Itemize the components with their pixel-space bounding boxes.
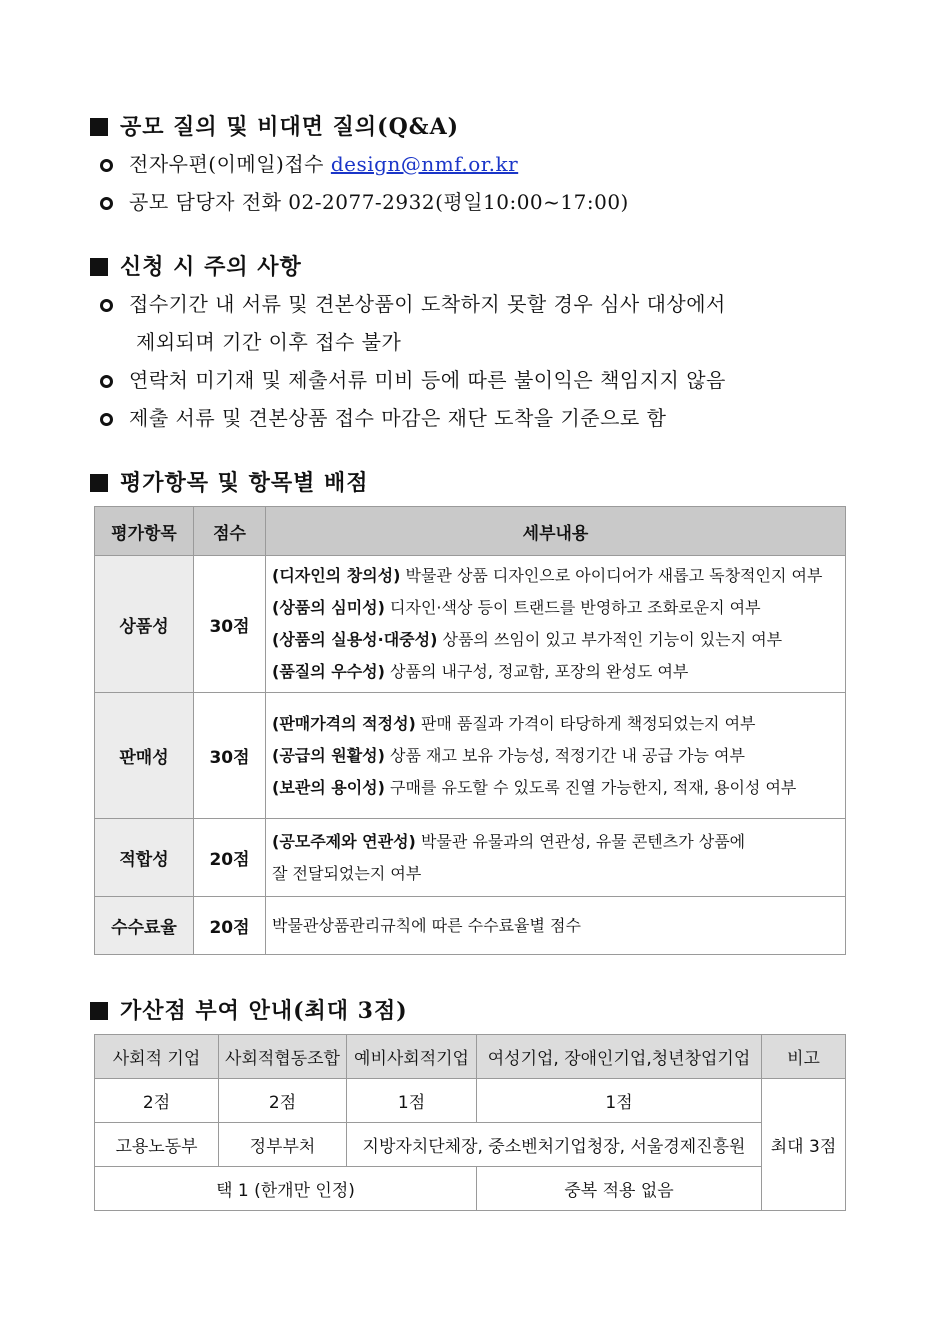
detail-key: (품질의 우수성) xyxy=(272,662,385,681)
section-title-evaluation xyxy=(90,466,369,497)
evaluation-header-row xyxy=(95,507,846,556)
detail-cell xyxy=(266,556,846,693)
category-cell: 수수료율 xyxy=(95,897,194,955)
bonus-table xyxy=(94,1034,846,1211)
bonus-agency-row xyxy=(95,1123,846,1167)
agency-cell: 정부부처 xyxy=(219,1123,347,1167)
section-title-notice xyxy=(90,250,302,281)
bonus-title: 가산점 부여 안내(최대 3점) xyxy=(120,998,408,1024)
detail-text: 디자인·색상 등이 트랜드를 반영하고 조화로운지 여부 xyxy=(390,598,761,617)
points-cell: 2점 xyxy=(219,1079,347,1123)
qna-email-item xyxy=(100,148,518,177)
detail-text: 판매 품질과 가격이 타당하게 책정되었는지 여부 xyxy=(420,713,756,733)
notice-item-1 xyxy=(100,288,726,317)
notice-item-1-line-1: 접수기간 내 서류 및 견본상품이 도착하지 못할 경우 심사 대상에서 xyxy=(129,292,726,316)
detail-key: (판매가격의 적정성) xyxy=(272,713,416,733)
header-pre-social-enterprise: 예비사회적기업 xyxy=(347,1035,477,1079)
detail-line xyxy=(272,826,839,858)
header-category: 평가항목 xyxy=(95,507,194,556)
table-row xyxy=(95,693,846,819)
notice-item-3-text: 제출 서류 및 견본상품 접수 마감은 재단 도착을 기준으로 함 xyxy=(129,406,667,430)
square-bullet-icon xyxy=(90,1002,108,1020)
score-cell: 30점 xyxy=(194,693,266,819)
table-row xyxy=(95,897,846,955)
detail-key: (보관의 용이성) xyxy=(272,777,385,797)
choose-one-cell: 택 1 (한개만 인정) xyxy=(95,1167,477,1211)
evaluation-title: 평가항목 및 항목별 배점 xyxy=(120,470,369,496)
detail-line xyxy=(272,560,839,592)
circle-bullet-icon xyxy=(100,375,113,388)
agency-cell: 고용노동부 xyxy=(95,1123,219,1167)
circle-bullet-icon xyxy=(100,413,113,426)
detail-text: 상품 재고 보유 가능성, 적정기간 내 공급 가능 여부 xyxy=(390,745,745,765)
detail-key: (공모주제와 연관성) xyxy=(272,831,416,851)
category-cell: 적합성 xyxy=(95,819,194,897)
phone-text: 공모 담당자 전화 02-2077-2932(평일10:00~17:00) xyxy=(129,190,629,214)
bonus-points-row xyxy=(95,1079,846,1123)
points-cell: 1점 xyxy=(477,1079,762,1123)
section-title-qna xyxy=(90,110,459,141)
notice-item-2-text: 연락처 미기재 및 제출서류 미비 등에 따른 불이익은 책임지지 않음 xyxy=(129,368,726,392)
category-cell: 판매성 xyxy=(95,693,194,819)
notice-title: 신청 시 주의 사항 xyxy=(120,254,302,280)
square-bullet-icon xyxy=(90,118,108,136)
score-cell: 20점 xyxy=(194,897,266,955)
qna-title: 공모 질의 및 비대면 질의(Q&A) xyxy=(120,114,460,140)
bonus-header-row xyxy=(95,1035,846,1079)
square-bullet-icon xyxy=(90,474,108,492)
detail-text: 구매를 유도할 수 있도록 진열 가능한지, 적재, 용이성 여부 xyxy=(390,777,797,797)
header-note: 비고 xyxy=(762,1035,846,1079)
header-women-disabled-youth: 여성기업, 장애인기업,청년창업기업 xyxy=(477,1035,762,1079)
section-title-bonus xyxy=(90,994,408,1025)
table-row xyxy=(95,819,846,897)
table-row xyxy=(95,556,846,693)
notice-item-1-line-2: 제외되며 기간 이후 접수 불가 xyxy=(136,330,402,354)
notice-item-2 xyxy=(100,364,726,393)
header-social-coop: 사회적협동조합 xyxy=(219,1035,347,1079)
detail-text: 박물관상품관리규칙에 따른 수수료율별 점수 xyxy=(272,915,581,935)
detail-text: 상품의 쓰임이 있고 부가적인 기능이 있는지 여부 xyxy=(442,630,783,649)
no-duplicate-cell: 중복 적용 없음 xyxy=(477,1167,762,1211)
points-cell: 2점 xyxy=(95,1079,219,1123)
qna-phone-item xyxy=(100,186,629,215)
email-label: 전자우편(이메일)접수 xyxy=(129,152,324,176)
notice-item-3 xyxy=(100,402,666,431)
note-cell: 최대 3점 xyxy=(762,1079,846,1211)
detail-text: 잘 전달되었는지 여부 xyxy=(272,863,422,883)
detail-text: 상품의 내구성, 정교함, 포장의 완성도 여부 xyxy=(390,662,689,681)
header-score: 점수 xyxy=(194,507,266,556)
detail-line xyxy=(272,592,839,624)
circle-bullet-icon xyxy=(100,159,113,172)
detail-line xyxy=(272,858,839,890)
circle-bullet-icon xyxy=(100,299,113,312)
category-cell: 상품성 xyxy=(95,556,194,693)
detail-cell xyxy=(266,819,846,897)
points-cell: 1점 xyxy=(347,1079,477,1123)
score-cell: 20점 xyxy=(194,819,266,897)
square-bullet-icon xyxy=(90,258,108,276)
evaluation-table xyxy=(94,506,846,955)
detail-key: (디자인의 창의성) xyxy=(272,566,401,585)
bonus-rule-row xyxy=(95,1167,846,1211)
detail-key: (상품의 심미성) xyxy=(272,598,385,617)
agency-cell: 지방자치단체장, 중소벤처기업청장, 서울경제진흥원 xyxy=(347,1123,762,1167)
detail-line xyxy=(272,772,839,804)
email-link[interactable]: design@nmf.or.kr xyxy=(330,152,519,176)
detail-cell xyxy=(266,897,846,955)
detail-key: (공급의 원활성) xyxy=(272,745,385,765)
detail-text: 박물관 상품 디자인으로 아이디어가 새롭고 독창적인지 여부 xyxy=(405,566,823,585)
detail-line xyxy=(272,740,839,772)
detail-text: 박물관 유물과의 연관성, 유물 콘텐츠가 상품에 xyxy=(420,831,746,851)
score-cell: 30점 xyxy=(194,556,266,693)
header-detail: 세부내용 xyxy=(266,507,846,556)
detail-line xyxy=(272,708,839,740)
detail-line xyxy=(272,624,839,656)
detail-cell xyxy=(266,693,846,819)
detail-line xyxy=(272,910,839,942)
detail-key: (상품의 실용성·대중성) xyxy=(272,630,438,649)
circle-bullet-icon xyxy=(100,197,113,210)
detail-line xyxy=(272,656,839,688)
header-social-enterprise: 사회적 기업 xyxy=(95,1035,219,1079)
